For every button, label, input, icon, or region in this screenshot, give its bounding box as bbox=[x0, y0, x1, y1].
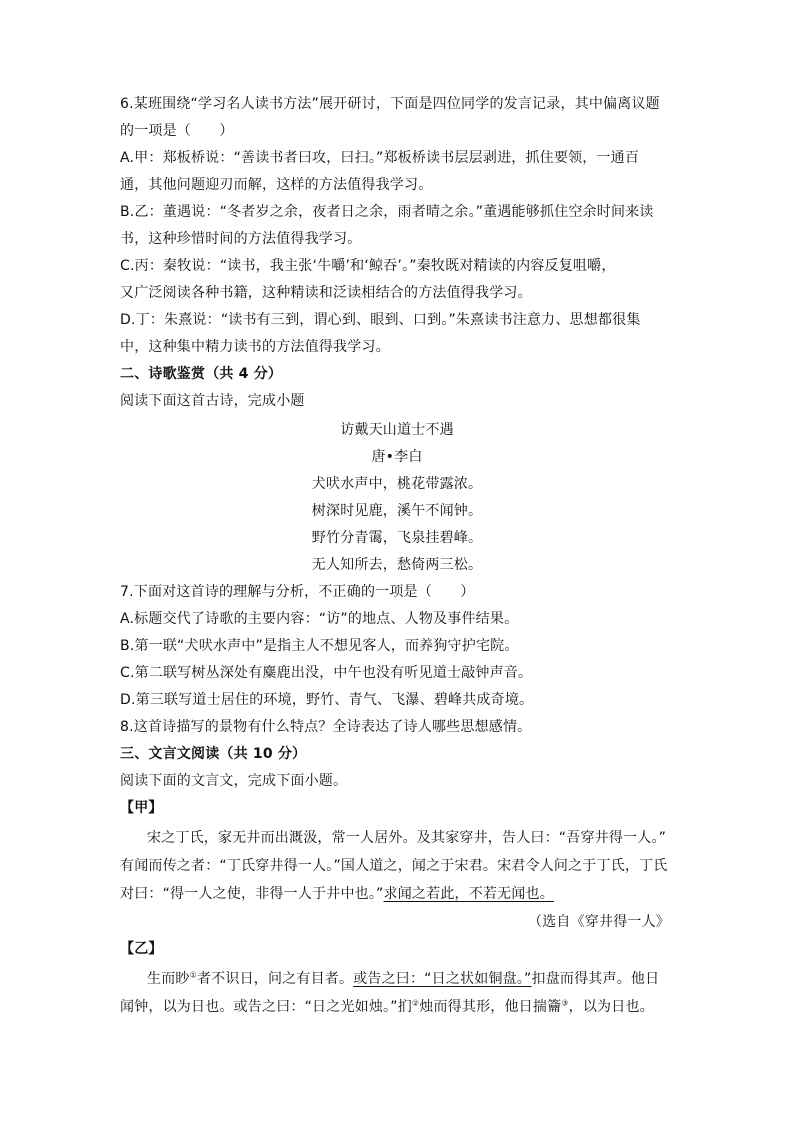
poem-line-3: 野竹分青霭，飞泉挂碧峰。 bbox=[311, 530, 483, 546]
passage-jia-line2: 有闻而传之者：“丁氏穿井得一人。”国人道之，闻之于宋君。宋君令人问之于丁氏，丁氏 bbox=[120, 858, 668, 874]
passage-jia-line3-underlined: 求闻之若此，不若无闻也。 bbox=[383, 886, 554, 902]
q7-option-a: A.标题交代了诗歌的主要内容：“访”的地点、人物及事件结果。 bbox=[120, 611, 519, 627]
q7-stem: 7.下面对这首诗的理解与分析，不正确的一项是（ ） bbox=[120, 584, 475, 600]
passage-yi-line1-c: 扣盘而得其声。他日 bbox=[531, 971, 660, 987]
section2-intro: 阅读下面这首古诗，完成小题 bbox=[120, 393, 305, 409]
q6-stem-line1: 6.某班围绕“学习名人读书方法”展开研讨，下面是四位同学的发言记录，其中偏离议题 bbox=[120, 96, 660, 112]
q6-option-b-line1: B.乙：董遇说：“冬者岁之余，夜者日之余，雨者晴之余。”董遇能够抓住空余时间来读 bbox=[120, 204, 654, 220]
passage-jia-source: （选自《穿井得一人》 bbox=[528, 914, 670, 930]
poem-line-4: 无人知所去，愁倚两三松。 bbox=[311, 557, 483, 573]
q6-option-b-line2: 书，这种珍惜时间的方法值得我学习。 bbox=[120, 231, 362, 247]
passage-yi-line1 bbox=[147, 969, 717, 989]
q7-option-c: C.第二联写树丛深处有麋鹿出没，中午也没有听见道士敲钟声音。 bbox=[120, 665, 533, 681]
q8-stem: 8.这首诗描写的景物有什么特点？全诗表达了诗人哪些思想感情。 bbox=[120, 719, 532, 735]
passage-yi-line2-b: 烛而得其形，他日揣籥 bbox=[419, 999, 562, 1015]
q6-option-a-line2: 通，其他问题迎刃而解，这样的方法值得我学习。 bbox=[120, 177, 433, 193]
passage-yi-line1-underlined: 或告之曰：“日之状如铜盘。” bbox=[353, 971, 532, 987]
q6-option-c-line2: 又广泛阅读各种书籍，这种精读和泛读相结合的方法值得我学习。 bbox=[120, 285, 532, 301]
poem-line-2: 树深时见鹿，溪午不闻钟。 bbox=[311, 503, 483, 519]
q6-stem-line2: 的一项是（ ） bbox=[120, 123, 234, 139]
poem-author: 唐•李白 bbox=[371, 449, 423, 465]
passage-yi-line2 bbox=[120, 997, 690, 1017]
q7-option-d: D.第三联写道士居住的环境，野竹、青气、飞瀑、碧峰共成奇境。 bbox=[120, 692, 534, 708]
poem-line-1: 犬吠水声中，桃花带露浓。 bbox=[311, 476, 483, 492]
passage-yi-label: 【乙】 bbox=[120, 941, 163, 957]
passage-yi-line1-b: 者不识日，问之有目者。 bbox=[196, 971, 354, 987]
q6-option-d-line2: 中，这种集中精力读书的方法值得我学习。 bbox=[120, 339, 390, 355]
section3-intro: 阅读下面的文言文，完成下面小题。 bbox=[120, 773, 348, 789]
q6-option-c-line1: C.丙：秦牧说：“读书，我主张‘牛嚼’和‘鲸吞’。”秦牧既对精读的内容反复咀嚼， bbox=[120, 258, 616, 274]
section3-heading: 三、文言文阅读（共 10 分） bbox=[120, 746, 307, 762]
passage-jia-line3-plain: 对曰：“得一人之使，非得一人于井中也。” bbox=[120, 886, 384, 902]
passage-jia-label: 【甲】 bbox=[120, 800, 163, 816]
footnote-marker-1: ① bbox=[189, 970, 197, 980]
passage-yi-line2-a: 闻钟，以为日也。或告之曰：“日之光如烛。”扪 bbox=[120, 999, 412, 1015]
section2-heading: 二、诗歌鉴赏（共 4 分） bbox=[120, 366, 283, 382]
footnote-marker-2: ② bbox=[411, 998, 420, 1008]
passage-yi-line1-a: 生而眇 bbox=[147, 971, 190, 987]
footnote-marker-3: ③ bbox=[561, 998, 569, 1008]
poem-title: 访戴天山道士不遇 bbox=[340, 422, 454, 438]
q6-option-d-line1: D.丁：朱熹说：“读书有三到，谓心到、眼到、口到。”朱熹读书注意力、思想都很集 bbox=[120, 312, 641, 328]
q7-option-b: B.第一联“犬吠水声中”是指主人不想见客人，而养狗守护宅院。 bbox=[120, 638, 519, 654]
passage-yi-line2-c: ，以为日也。 bbox=[568, 999, 654, 1015]
passage-jia-line1: 宋之丁氏，家无井而出溉汲，常一人居外。及其家穿井，告人曰：“吾穿井得一人。” bbox=[147, 830, 667, 846]
q6-option-a-line1: A.甲：郑板桥说：“善读书者曰攻，曰扫。”郑板桥读书层层剥进，抓住要领，一通百 bbox=[120, 150, 640, 166]
passage-jia-line3 bbox=[120, 884, 690, 904]
